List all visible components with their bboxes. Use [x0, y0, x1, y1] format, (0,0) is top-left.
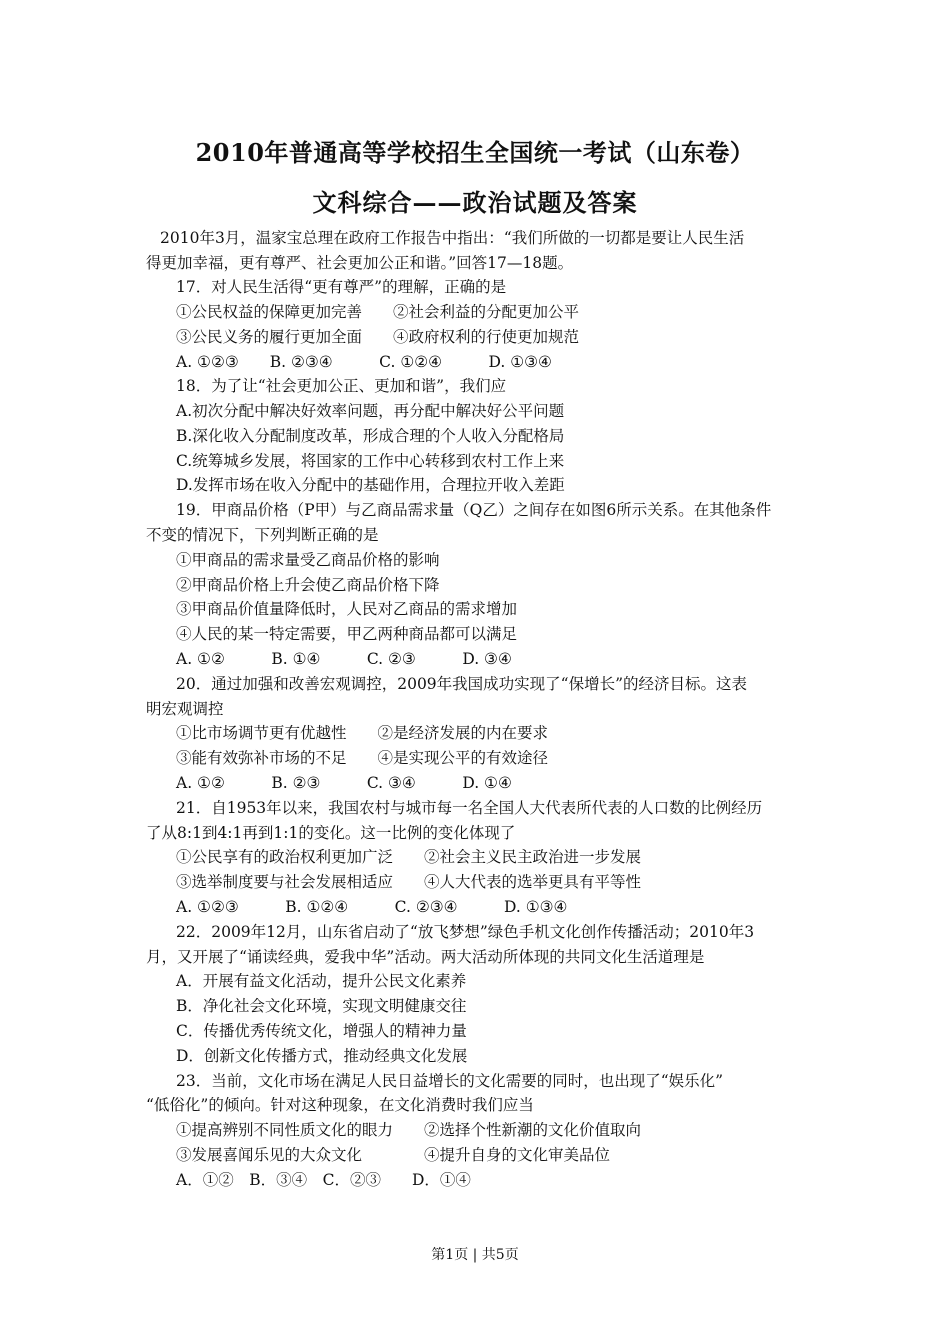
choice-line: A. ①② B. ①④ C. ②③ D. ③④ [176, 650, 512, 668]
option-line: ①公民享有的政治权利更加广泛 ②社会主义民主政治进一步发展 [176, 848, 642, 866]
question-18: 18．为了让“社会更加公正、更加和谐”，我们应 [176, 377, 507, 395]
choice-line: A．①② B．③④ C．②③ D．①④ [176, 1171, 471, 1189]
option-line: ③能有效弥补市场的不足 ④是实现公平的有效途径 [176, 749, 549, 767]
question-21-cont: 了从8:1到4:1再到1:1的变化。这一比例的变化体现了 [146, 824, 516, 842]
option-line: ④人民的某一特定需要，甲乙两种商品都可以满足 [176, 625, 518, 643]
choice-line: C．传播优秀传统文化，增强人的精神力量 [176, 1022, 467, 1040]
page-title: 2010年普通高等学校招生全国统一考试（山东卷） [195, 138, 755, 167]
choice-line: A．开展有益文化活动，提升公民文化素养 [176, 972, 467, 990]
choice-line: A. ①②③ B. ①②④ C. ②③④ D. ①③④ [176, 898, 568, 916]
choice-line: A.初次分配中解决好效率问题，再分配中解决好公平问题 [176, 402, 565, 420]
option-line: ①甲商品的需求量受乙商品价格的影响 [176, 551, 440, 569]
page-subtitle: 文科综合——政治试题及答案 [312, 188, 638, 217]
choice-line: C.统筹城乡发展，将国家的工作中心转移到农村工作上来 [176, 452, 565, 470]
choice-line: D．创新文化传播方式，推动经典文化发展 [176, 1047, 468, 1065]
option-line: ③甲商品价值量降低时，人民对乙商品的需求增加 [176, 600, 518, 618]
option-line: ③发展喜闻乐见的大众文化 ④提升自身的文化审美品位 [176, 1146, 611, 1164]
question-20-cont: 明宏观调控 [146, 700, 224, 718]
question-23: 23．当前，文化市场在满足人民日益增长的文化需要的同时，也出现了“娱乐化” [176, 1072, 724, 1090]
question-23-cont: “低俗化”的倾向。针对这种现象，在文化消费时我们应当 [146, 1096, 534, 1114]
question-21: 21．自1953年以来，我国农村与城市每一名全国人大代表所代表的人口数的比例经历 [176, 799, 763, 817]
option-line: ②甲商品价格上升会使乙商品价格下降 [176, 576, 440, 594]
question-22: 22．2009年12月，山东省启动了“放飞梦想”绿色手机文化创作传播活动；2010年3 [176, 923, 755, 941]
intro-line: 2010年3月，温家宝总理在政府工作报告中指出：“我们所做的一切都是要让人民生活 [160, 229, 745, 247]
question-20: 20．通过加强和改善宏观调控，2009年我国成功实现了“保增长”的经济目标。这表 [176, 675, 748, 693]
choice-line: A. ①②③ B. ②③④ C. ①②④ D. ①③④ [176, 353, 552, 371]
option-line: ①提高辨别不同性质文化的眼力 ②选择个性新潮的文化价值取向 [176, 1121, 642, 1139]
choice-line: D.发挥市场在收入分配中的基础作用，合理拉开收入差距 [176, 476, 565, 494]
intro-line: 得更加幸福，更有尊严、社会更加公正和谐。”回答17—18题。 [146, 254, 574, 272]
option-line: ③公民义务的履行更加全面 ④政府权利的行使更加规范 [176, 328, 580, 346]
question-19: 19．甲商品价格（P甲）与乙商品需求量（Q乙）之间存在如图6所示关系。在其他条件 [176, 501, 772, 519]
option-line: ③选举制度要与社会发展相适应 ④人大代表的选举更具有平等性 [176, 873, 642, 891]
page-footer: 第1页 | 共5页 [431, 1247, 519, 1263]
choice-line: A. ①② B. ②③ C. ③④ D. ①④ [176, 774, 512, 792]
question-22-cont: 月，又开展了“诵读经典，爱我中华”活动。两大活动所体现的共同文化生活道理是 [146, 948, 705, 966]
question-17: 17．对人民生活得“更有尊严”的理解，正确的是 [176, 278, 507, 296]
choice-line: B．净化社会文化环境，实现文明健康交往 [176, 997, 467, 1015]
option-line: ①比市场调节更有优越性 ②是经济发展的内在要求 [176, 724, 549, 742]
choice-line: B.深化收入分配制度改革，形成合理的个人收入分配格局 [176, 427, 565, 445]
option-line: ①公民权益的保障更加完善 ②社会利益的分配更加公平 [176, 303, 580, 321]
question-19-cont: 不变的情况下，下列判断正确的是 [146, 526, 379, 544]
